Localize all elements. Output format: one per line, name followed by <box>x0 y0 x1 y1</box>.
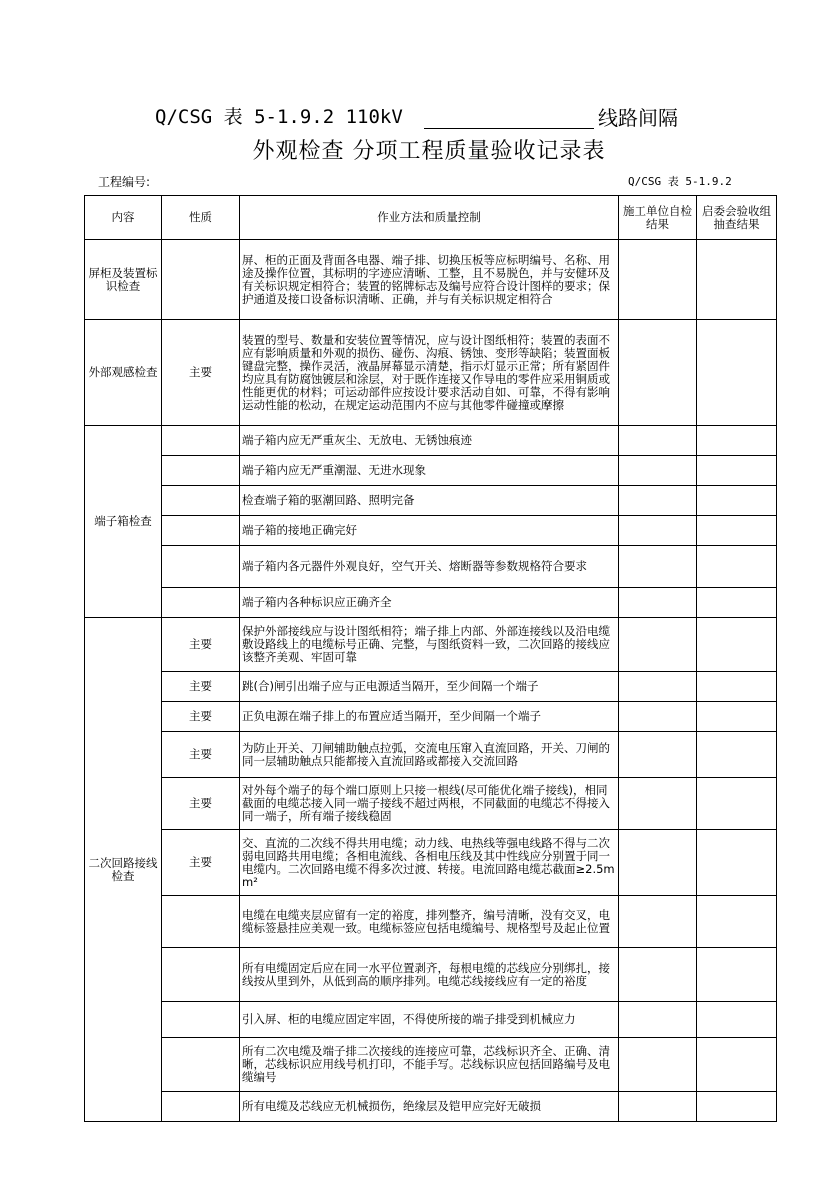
nature-cell <box>162 426 240 456</box>
self-check-cell[interactable] <box>619 702 697 732</box>
committee-check-cell[interactable] <box>697 778 777 830</box>
self-check-cell[interactable] <box>619 672 697 702</box>
title-blank-line <box>424 128 594 129</box>
table-row <box>85 896 777 948</box>
committee-check-cell[interactable] <box>697 672 777 702</box>
nature-cell <box>162 1002 240 1038</box>
method-cell: 所有电缆及芯线应无机械损伤，绝缘层及铠甲应完好无破损 <box>240 1092 619 1122</box>
method-cell: 正负电源在端子排上的布置应适当隔开，至少间隔一个端子 <box>240 702 619 732</box>
nature-cell <box>162 1038 240 1092</box>
self-check-cell[interactable] <box>619 1038 697 1092</box>
self-check-cell[interactable] <box>619 546 697 588</box>
committee-check-cell[interactable] <box>697 456 777 486</box>
self-check-cell[interactable] <box>619 456 697 486</box>
self-check-cell[interactable] <box>619 778 697 830</box>
self-check-cell[interactable] <box>619 618 697 672</box>
table-row <box>85 702 777 732</box>
method-cell: 端子箱内应无严重潮湿、无进水现象 <box>240 456 619 486</box>
group-label: 外部观感检查 <box>85 320 162 426</box>
method-cell: 为防止开关、刀闸辅助触点拉弧，交流电压窜入直流回路，开关、刀闸的同一层辅助触点只能都接入直流回路或都接入交流回路 <box>240 732 619 778</box>
group-label: 屏柜及装置标识检查 <box>85 240 162 320</box>
committee-check-cell[interactable] <box>697 588 777 618</box>
committee-check-cell[interactable] <box>697 240 777 320</box>
committee-check-cell[interactable] <box>697 1092 777 1122</box>
title-suffix: 线路间隔 <box>598 106 678 130</box>
table-row <box>85 516 777 546</box>
nature-cell: 主要 <box>162 702 240 732</box>
self-check-cell[interactable] <box>619 732 697 778</box>
table-row <box>85 830 777 896</box>
method-cell: 端子箱的接地正确完好 <box>240 516 619 546</box>
table-row <box>85 426 777 456</box>
nature-cell: 主要 <box>162 618 240 672</box>
nature-cell: 主要 <box>162 672 240 702</box>
table-row <box>85 1002 777 1038</box>
self-check-cell[interactable] <box>619 948 697 1002</box>
form-code: Q/CSG 表 5-1.9.2 <box>628 175 732 188</box>
self-check-cell[interactable] <box>619 588 697 618</box>
project-no-label: 工程编号: <box>98 175 151 189</box>
self-check-cell[interactable] <box>619 896 697 948</box>
self-check-cell[interactable] <box>619 1092 697 1122</box>
nature-cell <box>162 546 240 588</box>
method-cell: 检查端子箱的驱潮回路、照明完备 <box>240 486 619 516</box>
nature-cell: 主要 <box>162 778 240 830</box>
self-check-cell[interactable] <box>619 320 697 426</box>
committee-check-cell[interactable] <box>697 702 777 732</box>
nature-cell <box>162 456 240 486</box>
table-row <box>85 546 777 588</box>
table-row <box>85 1092 777 1122</box>
nature-cell: 主要 <box>162 320 240 426</box>
method-cell: 交、直流的二次线不得共用电缆；动力线、电热线等强电线路不得与二次弱电回路共用电缆；各相电流线、各相电压线及其中性线应分别置于同一电缆内。二次回路电缆不得多次过渡、转接。电流回路电缆芯截面≥2.5mm² <box>240 830 619 896</box>
method-cell: 所有电缆固定后应在同一水平位置剥齐，每根电缆的芯线应分别绑扎，接线按从里到外，从低到高的顺序排列。电缆芯线接线应有一定的裕度 <box>240 948 619 1002</box>
nature-cell <box>162 240 240 320</box>
method-cell: 屏、柜的正面及背面各电器、端子排、切换压板等应标明编号、名称、用途及操作位置，其标明的字迹应清晰、工整，且不易脱色，并与安健环及有关标识规定相符合；装置的铭牌标志及编号应符合设计图样的要求；保护通道及接口设备标识清晰、正确，并与有关标识规定相符合 <box>240 240 619 320</box>
committee-check-cell[interactable] <box>697 618 777 672</box>
committee-check-cell[interactable] <box>697 516 777 546</box>
form-code-title: Q/CSG 表 5-1.9.2 110kV <box>155 106 403 128</box>
committee-check-cell[interactable] <box>697 830 777 896</box>
nature-cell <box>162 588 240 618</box>
page-title: 外观检查 分项工程质量验收记录表 <box>252 139 606 164</box>
group-label: 二次回路接线检查 <box>85 618 162 1122</box>
table-row <box>85 320 777 426</box>
method-cell: 所有二次电缆及端子排二次接线的连接应可靠，芯线标识齐全、正确、清晰，芯线标识应用线号机打印，不能手写。芯线标识应包括回路编号及电缆编号 <box>240 1038 619 1092</box>
inspection-table <box>84 195 777 1122</box>
method-cell: 端子箱内各元器件外观良好，空气开关、熔断器等参数规格符合要求 <box>240 546 619 588</box>
method-cell: 端子箱内应无严重灰尘、无放电、无锈蚀痕迹 <box>240 426 619 456</box>
col-header-content: 内容 <box>85 196 162 240</box>
nature-cell <box>162 896 240 948</box>
method-cell: 保护外部接线应与设计图纸相符；端子排上内部、外部连接线以及沿电缆敷设路线上的电缆标号正确、完整，与图纸资料一致，二次回路的接线应该整齐美观、牢固可靠 <box>240 618 619 672</box>
method-cell: 引入屏、柜的电缆应固定牢固，不得使所接的端子排受到机械应力 <box>240 1002 619 1038</box>
self-check-cell[interactable] <box>619 486 697 516</box>
nature-cell <box>162 486 240 516</box>
table-row <box>85 948 777 1002</box>
committee-check-cell[interactable] <box>697 1038 777 1092</box>
col-header-nature: 性质 <box>162 196 240 240</box>
table-row <box>85 486 777 516</box>
table-row <box>85 588 777 618</box>
committee-check-cell[interactable] <box>697 732 777 778</box>
method-cell: 装置的型号、数量和安装位置等情况，应与设计图纸相符；装置的表面不应有影响质量和外观的损伤、碰伤、沟痕、锈蚀、变形等缺陷；装置面板键盘完整，操作灵活，液晶屏幕显示清楚，指示灯显示正常；所有紧固件均应具有防腐蚀镀层和涂层，对于既作连接又作导电的零件应采用铜质或性能更优的材料；可运动部件应按设计要求活动自如、可靠，不得有影响运动性能的松动，在规定运动范围内不应与其他零件碰撞或摩擦 <box>240 320 619 426</box>
header-row <box>85 196 777 240</box>
self-check-cell[interactable] <box>619 516 697 546</box>
self-check-cell[interactable] <box>619 1002 697 1038</box>
committee-check-cell[interactable] <box>697 486 777 516</box>
method-cell: 跳(合)闸引出端子应与正电源适当隔开，至少间隔一个端子 <box>240 672 619 702</box>
nature-cell <box>162 516 240 546</box>
col-header-self-check: 施工单位自检结果 <box>619 196 697 240</box>
table-row <box>85 732 777 778</box>
group-label: 端子箱检查 <box>85 426 162 618</box>
committee-check-cell[interactable] <box>697 426 777 456</box>
col-header-committee-check: 启委会验收组抽查结果 <box>697 196 777 240</box>
nature-cell: 主要 <box>162 732 240 778</box>
table-row <box>85 778 777 830</box>
table-row <box>85 1038 777 1092</box>
method-cell: 对外每个端子的每个端口原则上只接一根线(尽可能优化端子接线)，相同截面的电缆芯接入同一端子接线不超过两根，不同截面的电缆芯不得接入同一端子，所有端子接线稳固 <box>240 778 619 830</box>
table-row <box>85 672 777 702</box>
committee-check-cell[interactable] <box>697 896 777 948</box>
committee-check-cell[interactable] <box>697 948 777 1002</box>
nature-cell <box>162 948 240 1002</box>
nature-cell <box>162 1092 240 1122</box>
table-row <box>85 456 777 486</box>
method-cell: 端子箱内各种标识应正确齐全 <box>240 588 619 618</box>
committee-check-cell[interactable] <box>697 1002 777 1038</box>
committee-check-cell[interactable] <box>697 320 777 426</box>
self-check-cell[interactable] <box>619 830 697 896</box>
self-check-cell[interactable] <box>619 240 697 320</box>
col-header-method: 作业方法和质量控制 <box>240 196 619 240</box>
committee-check-cell[interactable] <box>697 546 777 588</box>
table-row <box>85 618 777 672</box>
table-row <box>85 240 777 320</box>
nature-cell: 主要 <box>162 830 240 896</box>
method-cell: 电缆在电缆夹层应留有一定的裕度，排列整齐，编号清晰，没有交叉，电缆标签悬挂应美观一致。电缆标签应包括电缆编号、规格型号及起止位置 <box>240 896 619 948</box>
title-line <box>0 100 838 130</box>
self-check-cell[interactable] <box>619 426 697 456</box>
